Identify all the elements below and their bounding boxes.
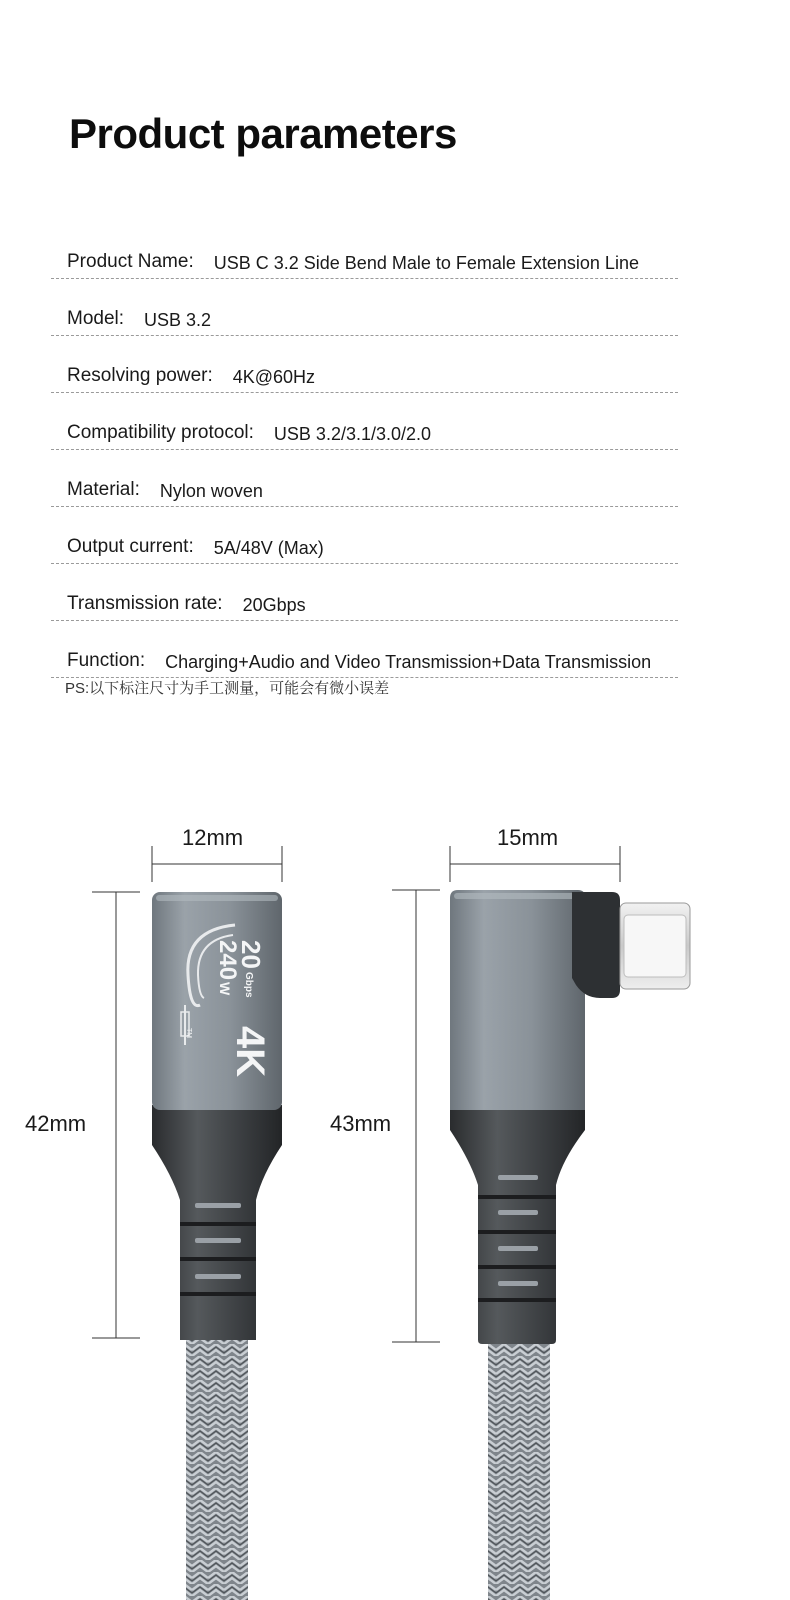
female-length-label: 42mm xyxy=(25,1111,87,1136)
param-label: Product Name: xyxy=(67,251,194,272)
param-row-transmission-rate xyxy=(51,564,678,621)
page-title: Product parameters xyxy=(69,110,457,157)
male-width-label: 15mm xyxy=(497,825,559,850)
param-value: 5A/48V (Max) xyxy=(213,538,324,558)
param-row-compatibility xyxy=(51,393,678,450)
param-value: USB 3.2/3.1/3.0/2.0 xyxy=(273,424,432,444)
param-value: USB C 3.2 Side Bend Male to Female Extension Line xyxy=(213,253,639,273)
param-row-product-name xyxy=(51,222,678,279)
female-connector xyxy=(152,892,282,1600)
param-label: Resolving power: xyxy=(67,365,213,386)
param-value: 4K@60Hz xyxy=(232,367,316,387)
param-label: Output current: xyxy=(67,536,194,557)
param-label: Material: xyxy=(67,479,140,500)
param-value: Charging+Audio and Video Transmission+Data Transmission xyxy=(165,652,652,672)
param-row-output-current xyxy=(51,507,678,564)
product-dimension-diagram xyxy=(0,800,790,1600)
measurement-note: PS:以下标注尺寸为手工测量，可能会有微小误差 xyxy=(65,680,390,697)
param-value: Nylon woven xyxy=(159,481,263,501)
param-row-material xyxy=(51,450,678,507)
param-value: 20Gbps xyxy=(242,595,306,615)
logo-tm: TM xyxy=(185,1028,192,1039)
param-label: Compatibility protocol: xyxy=(67,422,254,443)
male-connector xyxy=(450,890,690,1600)
param-row-function xyxy=(51,621,678,678)
param-value: USB 3.2 xyxy=(144,310,212,330)
logo-rate-unit: Gbps xyxy=(243,972,254,998)
param-label: Function: xyxy=(67,650,146,671)
male-length-label: 43mm xyxy=(330,1111,392,1136)
logo-rate: 20 xyxy=(236,940,266,969)
logo-power: 240 xyxy=(214,940,241,981)
param-label: Model: xyxy=(67,308,125,329)
param-label: Transmission rate: xyxy=(67,593,223,614)
female-width-label: 12mm xyxy=(182,825,244,850)
parameter-table xyxy=(51,222,678,678)
param-row-model xyxy=(51,279,678,336)
logo-resolution: 4K xyxy=(228,1026,272,1078)
logo-power-unit: W xyxy=(217,982,233,996)
param-row-resolving-power xyxy=(51,336,678,393)
